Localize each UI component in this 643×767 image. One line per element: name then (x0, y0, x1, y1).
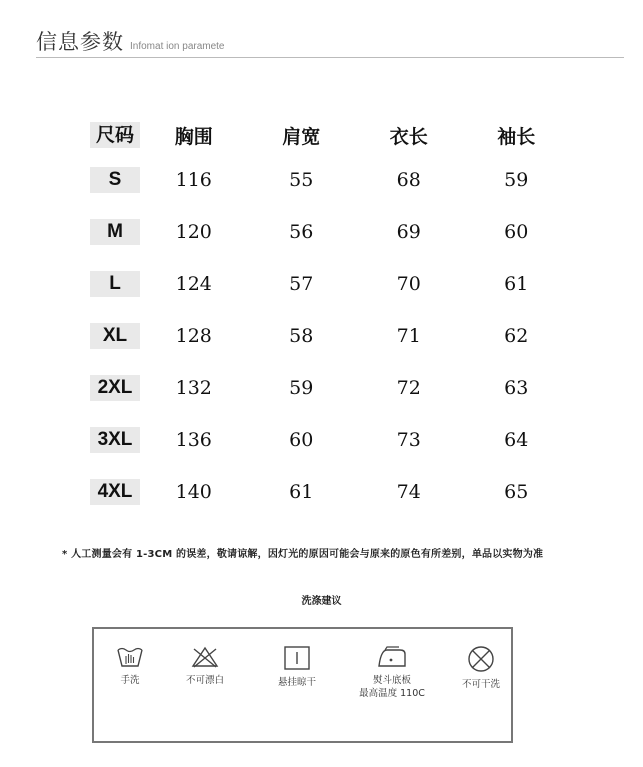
length-cell: 72 (396, 377, 421, 399)
care-item-hand-wash (108, 645, 152, 687)
shoulder-cell: 60 (289, 429, 314, 451)
care-label: 不可干洗 (461, 679, 500, 690)
table-row (90, 466, 570, 518)
length-cell: 70 (396, 273, 421, 295)
shoulder-cell: 57 (289, 273, 314, 295)
size-chart-table (90, 116, 570, 518)
care-item-iron (352, 645, 432, 700)
table-row (90, 154, 570, 206)
no-bleach-icon (190, 645, 220, 669)
sleeve-cell: 64 (504, 429, 529, 451)
care-label: 悬挂晾干 (277, 677, 316, 688)
header-shoulder: 肩宽 (282, 125, 321, 148)
size-cell: 2XL (90, 362, 140, 414)
chest-cell: 120 (175, 221, 212, 243)
size-cell: M (90, 206, 140, 258)
length-cell: 73 (396, 429, 421, 451)
length-cell: 74 (396, 481, 421, 503)
care-label: 不可漂白 (185, 675, 224, 686)
chest-cell: 136 (175, 429, 212, 451)
table-header-row (90, 116, 570, 154)
table-row (90, 206, 570, 258)
chest-cell: 128 (175, 325, 212, 347)
size-cell: L (90, 258, 140, 310)
header-divider (36, 57, 624, 58)
header-length: 衣长 (389, 125, 428, 148)
chest-cell: 124 (175, 273, 212, 295)
chest-cell: 132 (175, 377, 212, 399)
page-title: 信息参数 (36, 30, 124, 54)
shoulder-cell: 55 (289, 169, 314, 191)
table-row (90, 258, 570, 310)
sleeve-cell: 61 (504, 273, 529, 295)
no-dry-clean-icon (467, 645, 495, 673)
sleeve-cell: 65 (504, 481, 529, 503)
size-cell: XL (90, 310, 140, 362)
length-cell: 68 (396, 169, 421, 191)
shoulder-cell: 61 (289, 481, 314, 503)
size-cell: S (90, 154, 140, 206)
care-instructions-box (92, 627, 513, 743)
header-size: 尺码 (90, 116, 140, 154)
shoulder-cell: 59 (289, 377, 314, 399)
size-cell: 4XL (90, 466, 140, 518)
size-cell: 3XL (90, 414, 140, 466)
care-item-hang-dry (270, 645, 324, 689)
iron-icon (376, 645, 408, 669)
sleeve-cell: 62 (504, 325, 529, 347)
length-cell: 71 (396, 325, 421, 347)
shoulder-cell: 58 (289, 325, 314, 347)
care-item-no-dry-clean (454, 645, 508, 691)
chest-cell: 116 (175, 169, 212, 191)
sleeve-cell: 60 (504, 221, 529, 243)
table-row (90, 414, 570, 466)
hand-wash-icon (117, 645, 143, 669)
care-item-no-bleach (178, 645, 232, 687)
care-label: 手洗 (120, 675, 140, 686)
care-title: 洗涤建议 (301, 596, 342, 607)
shoulder-cell: 56 (289, 221, 314, 243)
header-chest: 胸围 (174, 125, 213, 148)
sleeve-cell: 63 (504, 377, 529, 399)
table-row (90, 362, 570, 414)
chest-cell: 140 (175, 481, 212, 503)
table-row (90, 310, 570, 362)
care-label-secondary: 最高温度 110C (359, 688, 425, 699)
header-sleeve: 袖长 (497, 125, 536, 148)
page-subtitle: Infomat ion paramete (130, 41, 225, 52)
length-cell: 69 (396, 221, 421, 243)
sleeve-cell: 59 (504, 169, 529, 191)
care-label: 熨斗底板 (372, 675, 411, 686)
page-header (36, 26, 225, 56)
measurement-note: * 人工测量会有 1-3CM 的误差，敬请谅解，因灯光的原因可能会与原来的原色有所差别，单品以实物为准 (62, 549, 544, 560)
hang-dry-icon (283, 645, 311, 671)
